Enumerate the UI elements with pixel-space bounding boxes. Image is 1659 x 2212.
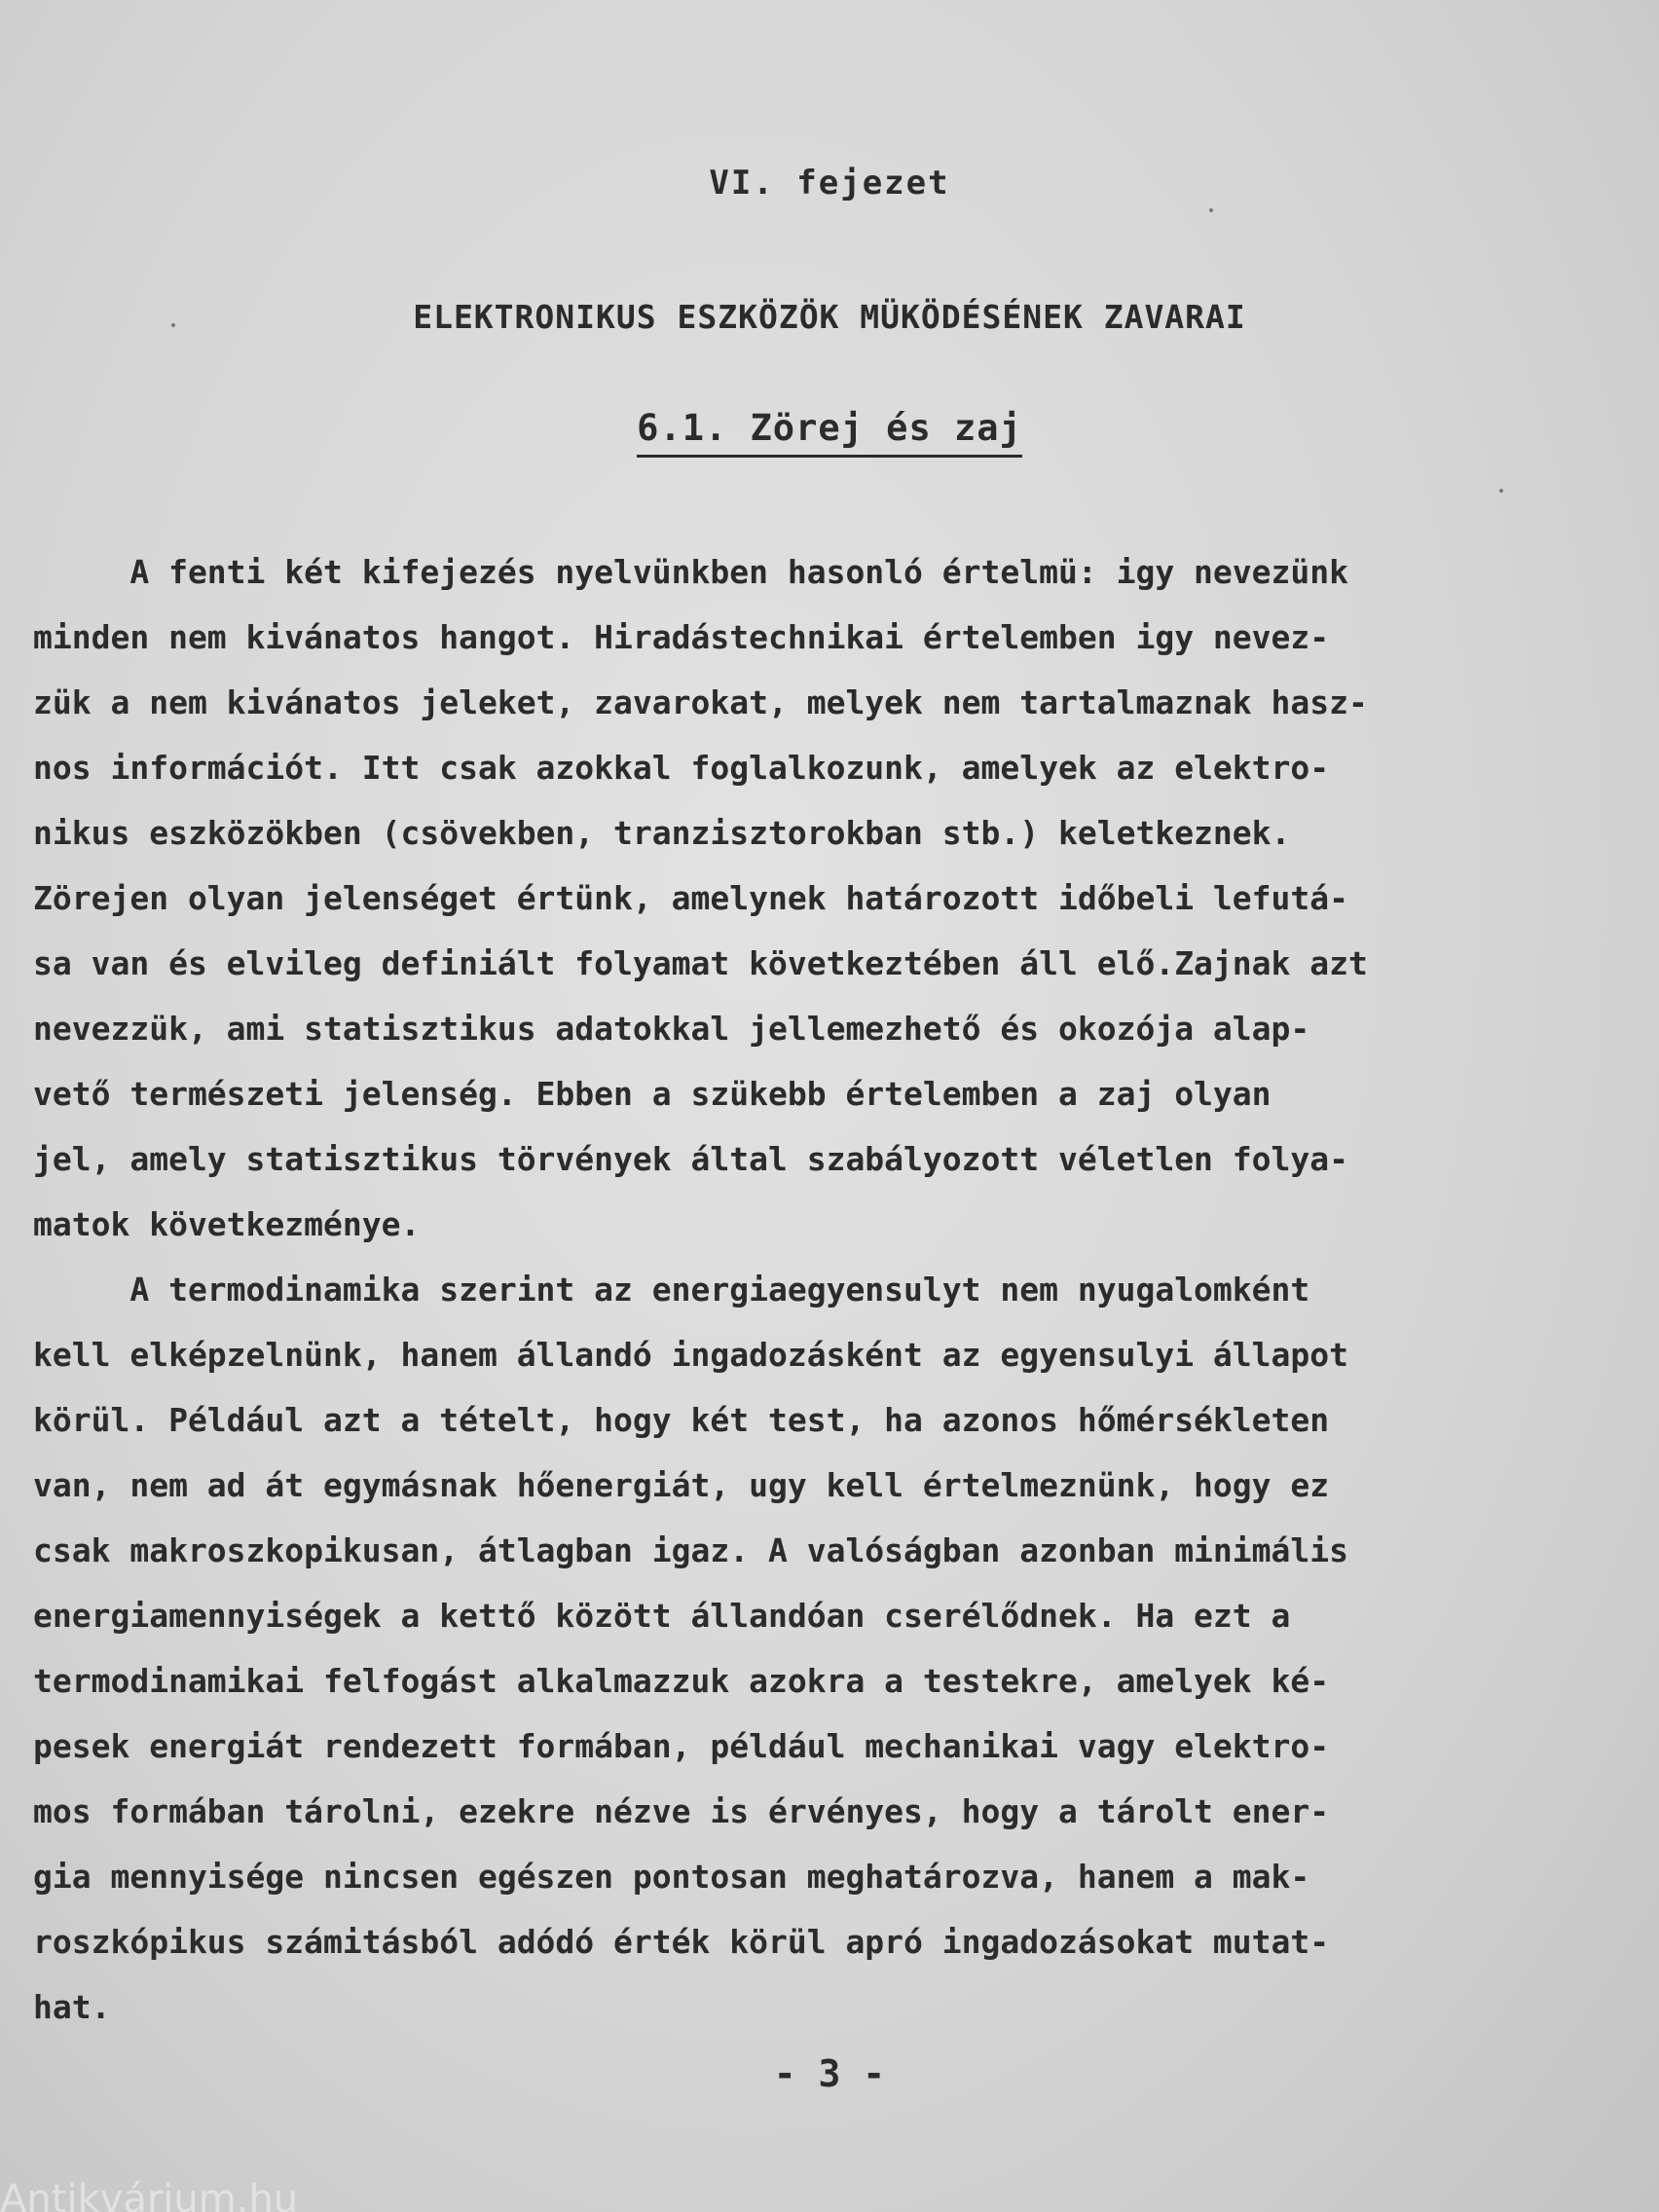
chapter-title: ELEKTRONIKUS ESZKÖZÖK MÜKÖDÉSÉNEK ZAVARAI bbox=[413, 298, 1246, 336]
text-line: nevezzük, ami statisztikus adatokkal jellemezhető és okozója alap- bbox=[33, 1010, 1310, 1048]
text-line: termodinamikai felfogást alkalmazzuk azokra a testekre, amelyek ké- bbox=[33, 1662, 1330, 1700]
text-line: A fenti két kifejezés nyelvünkben hasonló értelmü: igy nevezünk bbox=[33, 553, 1349, 591]
text-line: gia mennyisége nincsen egészen pontosan meghatározva, hanem a mak- bbox=[33, 1858, 1310, 1896]
text-line: nikus eszközökben (csövekben, tranzisztorokban stb.) keletkeznek. bbox=[33, 814, 1291, 852]
text-line: minden nem kivánatos hangot. Hiradástechnikai értelemben igy nevez- bbox=[33, 618, 1330, 656]
text-line: vető természeti jelenség. Ebben a szükebb értelemben a zaj olyan bbox=[33, 1075, 1272, 1113]
chapter-heading: VI. fejezet bbox=[709, 164, 950, 203]
body-text bbox=[33, 539, 1630, 2040]
text-line: jel, amely statisztikus törvények által szabályozott véletlen folya- bbox=[33, 1140, 1349, 1178]
page-number: - 3 - bbox=[773, 2052, 886, 2095]
text-line: roszkópikus számitásból adódó érték körül apró ingadozásokat mutat- bbox=[33, 1923, 1330, 1961]
text-line: pesek energiát rendezett formában, például mechanikai vagy elektro- bbox=[33, 1727, 1330, 1765]
text-line: van, nem ad át egymásnak hőenergiát, ugy kell értelmeznünk, hogy ez bbox=[33, 1466, 1330, 1504]
text-line: A termodinamika szerint az energiaegyensulyt nem nyugalomként bbox=[33, 1271, 1310, 1309]
paper-speck bbox=[171, 323, 175, 327]
text-line: mos formában tárolni, ezekre nézve is érvényes, hogy a tárolt ener- bbox=[33, 1792, 1330, 1830]
text-line: zük a nem kivánatos jeleket, zavarokat, melyek nem tartalmaznak hasz- bbox=[33, 683, 1368, 721]
section-heading bbox=[0, 407, 1659, 449]
text-line: körül. Például azt a tételt, hogy két test, ha azonos hőmérsékleten bbox=[33, 1401, 1330, 1439]
paper-speck bbox=[1209, 208, 1213, 212]
text-line: csak makroszkopikusan, átlagban igaz. A valóságban azonban minimális bbox=[33, 1531, 1349, 1569]
text-line: Zörejen olyan jelenséget értünk, amelynek határozott időbeli lefutá- bbox=[33, 879, 1349, 917]
text-line: energiamennyiségek a kettő között állandóan cserélődnek. Ha ezt a bbox=[33, 1597, 1291, 1635]
text-line: nos információt. Itt csak azokkal foglalkozunk, amelyek az elektro- bbox=[33, 749, 1330, 787]
section-heading-text: 6.1. Zörej és zaj bbox=[637, 407, 1022, 458]
text-line: hat. bbox=[33, 1988, 111, 2026]
text-line: sa van és elvileg definiált folyamat következtében áll elő.Zajnak azt bbox=[33, 944, 1368, 982]
watermark: Antikvárium.hu bbox=[0, 2177, 299, 2212]
text-line: matok következménye. bbox=[33, 1205, 421, 1243]
paper-speck bbox=[1499, 489, 1503, 493]
text-line: kell elképzelnünk, hanem állandó ingadozásként az egyensulyi állapot bbox=[33, 1336, 1349, 1374]
